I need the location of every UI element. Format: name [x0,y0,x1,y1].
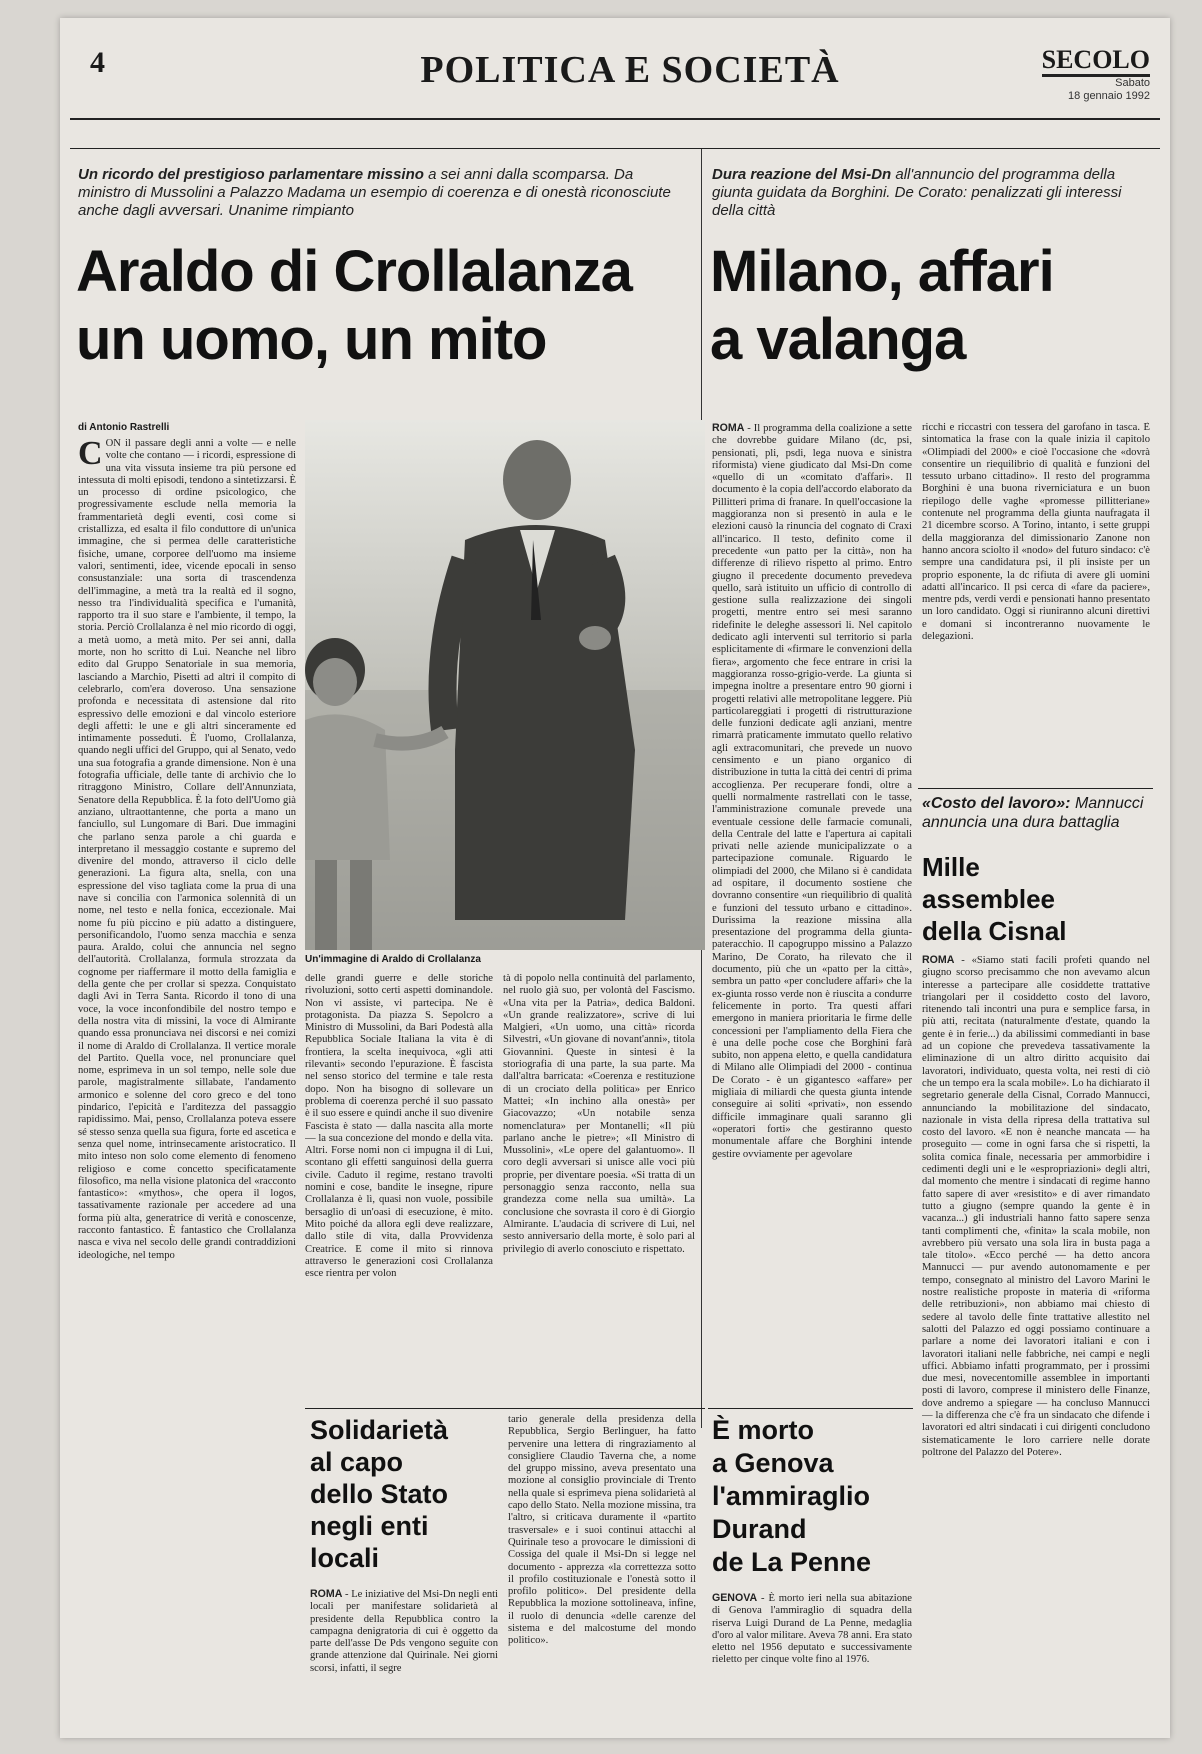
article1-headline-line2: un uomo, un mito [76,307,547,372]
article4-headline-line4: negli enti [310,1511,429,1541]
article4-top-rule [305,1408,705,1409]
article1-kicker: Un ricordo del prestigioso parlamentare missino a sei anni dalla scomparsa. Da ministro di Mussolini a Palazzo Madama un esempio di coerenza e di onestà riconosciute anche dagli avversari. Unanime rimpianto [78,166,671,219]
article3-headline-line3: della Cisnal [922,916,1067,946]
article5-headline-line3: l'ammiraglio [712,1481,870,1511]
article4-headline-line2: al capo [310,1447,404,1477]
article2-col2: ricchi e riccastri con tessera del garofano in tasca. È sintomatica la frase con la quale inizia il capitolo «Olimpiadi del 2000» e cioè l'occasione che «dovrà consentire un riequilibrio di qualità e funzioni del tessuto urbano cittadino». Il resto del programma Borghini è una buona riverniciatura e un buon riepilogo delle vaghe «promesse pillitteriane» contenute nel programma della giunta naufragata il 21 dicembre scorso. A Torino, intanto, i sette gruppi della maggioranza del dimissionario Zanone non hanno ancora sciolto il «nodo» del futuro sindaco: c'è sempre una candidatura psi, il pli insiste per un proprio esponente, la dc rifiuta di avere gli uomini adatti all'incarico. Il psi cerca di «fare da paciere», mentre pds, verdi verdi e pensionati hanno presentato un loro candidato. Oggi si riuniranno alcuni direttivi e domani si incontreranno nuovamente le delegazioni. [922,422,1150,643]
article1-dropcap: C [78,438,103,472]
article5-body: GENOVA - È morto ieri nella sua abitazione di Genova l'ammiraglio di squadra della riserva Luigi Durand de La Penne, medaglia d'oro al valor militare. Aveva 78 anni. Era stato eletto nel 1956 deputato e successivamente rieletto per cinque volte fino al 1976. [712,1592,912,1666]
article4-headline [310,1414,500,1574]
article1-headline-line1: Araldo di Crollalanza [76,239,632,304]
masthead-rule [70,118,1160,120]
article3-body: ROMA - «Siamo stati facili profeti quando nel giugno scorso precisammo che non avevamo alcun interesse a partecipare alle cosiddette trattative triangolari per il cosiddetto costo del lavoro, ritenendo tali incontri una pura e semplice farsa, in più atti, recitata (naturalmente d'estate, quando la gente è in ferie...) da abilissimi commedianti in base ad un copione che prevedeva tassativamente la eliminazione di un altro diritto acquisito dai lavoratori, individuato, questa volta, nei resti di ciò che un tempo era la scala mobile». Lo ha dichiarato il segretario generale della Cisnal, Corrado Mannucci, annunciando la mobilitazione del sindacato, nazionale in vista della ripresa della trattativa sul costo del lavoro. «E non è neanche mancata — ha proseguito — come in ogni farsa che si rispetti, la solita comica finale, necessaria per ammorbidire i cedimenti degli uni e le «espropriazioni» degli altri, dal momento che mentre i sindacati di regime hanno fatto sapere di aver «resistito» e di aver rimandato tutto a giugno (sempre quando la gente è in vacanza...) gli industriali hanno fatto sapere senza tanti complimenti che, «finita» la scala mobile, non avrebbero più versato una sola lira in busta paga a tale titolo». «Ecco perché — ha detto ancora Mannucci — pur avendo autonomamente e per tempo, consegnato al ministro del Lavoro Marini le nostre realistiche proposte in materia di «riforma delle retribuzioni», non abbiamo mai chiesto di sedere al tavolo delle finte trattative allestito nel salotti del Palazzo ed oggi possiamo continuare a parlare a nome dei lavoratori italiani e con i lavoratori italiani nelle fabbriche, nei campi e negli uffici. Abbiamo infatti programmato, per i prossimi due mesi, novecentomille assemblee in importanti posti di lavoro, comprese il ministero delle Finanze, dove andremo a spiegare — ha concluso Mannucci — la differenza che c'è fra un sindacato che difende i lavoratori ed altri sindacati i cui dirigenti concludono sistematicamente le loro carriere nelle dorate poltrone del Palazzo del Potere». [922,954,1150,1458]
article5-top-rule [708,1408,913,1409]
article4-headline-line1: Solidarietà [310,1415,449,1445]
issue-date: 18 gennaio 1992 [1068,90,1150,102]
crollalanza-photo-illustration [305,420,705,950]
article5-headline-line4: Durand [712,1514,807,1544]
article2-col1: ROMA - Il programma della coalizione a sette che dovrebbe guidare Milano (dc, psi, pensionati, pli, psdi, lega nuova e sinistra riformista) viene giudicato dal Msi-Dn come «quello di un «comitato d'affari». Il documento è la copia dell'accordo elaborato da Pillitteri prima di franare. In quell'occasione la maggioranza non si presentò in aula e le elezioni causò la rinuncia del cognato di Craxi all'incarico. Il testo, definito come il precedente «un patto per la città», non ha differenze di rilievo rispetto al primo. Entro giugno il precedente documento prevedeva quello, sarà istituito un ufficio di controllo di gestione sulla realizzazione dei singoli progetti, mentre entro sei mesi saranno ridefinite le deleghe assessori li. Nel capitolo dedicato agli interventi sul territorio si parla esplicitamente di «firmare le convenzioni della fiera», argomento che fece entrare in crisi la maggioranza rosso-grigio-verde. La giunta si impegna inoltre a presentare entro 90 giorni i progetti relativi alle metropolitane leggere. Più particolareggiati i progetti di ristrutturazione delle funzioni dedicate agli anziani, mentre rimarrà praticamente immutato quello relativo agli extracomunitari, che prevede un nuovo censimento e un piano organico di distribuzione in tutta la città dei centri di prima accoglienza. Per recuperare fondi, oltre a quelli normalmente rastrellati con le tasse, l'amministrazione comunale prevede una eventuale cessione delle farmacie comunali, della Centrale del latte e l'apertura ai capitali privati nelle aziende municipalizzate o a partecipazione comunale. Riguardo le olimpiadi del 2000, che Milano si è candidata ad ospitare, il documento sostiene che dovranno consentire «un riequilibrio di qualità e funzioni del tessuto urbano e cittadino». Durissima la reazione missina alla presentazione del programma della giunta-pateracchio. Il capogruppo missino a Palazzo Marino, De Corato, ha rilevato che il documento, più che un «patto per la città», sembra un patto «per concludere affari» che la ex-giunta rosso verde non è riuscita a condurre felicemente in porto. Tra questi affari emergono in maniera prioritaria le firme delle concessioni per l'ampliamento della Fiera che è una delle poche cose che Borghini farà subito, non appena eletto, e quella candidatura di Milano alle Olimpiadi del 2000 - continua De Corato - è un gigantesco «affare» per migliaia di miliardi che questa giunta intende conseguire ai soliti «privati», non essendo difficile immaginare quali saranno gli «operatori forti» che gestiranno questo monumentale affare che Borghini intende gestire ovviamente per agevolare [712,422,912,1160]
article5-headline [712,1414,912,1579]
article2-kicker: Dura reazione del Msi-Dn all'annuncio del programma della giunta guidata da Borghini. De Corato: penalizzati gli interessi della città [712,166,1122,219]
page-number: 4 [90,46,105,79]
brand-name: SECOLO [1042,46,1150,77]
article5-dateline: GENOVA [712,1592,758,1604]
article5-headline-line2: a Genova [712,1448,834,1478]
article3-headline-line2: assemblee [922,884,1055,914]
article4-col1: ROMA - Le iniziative del Msi-Dn negli enti locali per manifestare solidarietà al presidente della Repubblica contro la campagna denigratoria di cui è oggetto da parte dell'asse De Pds vengono seguite con grande attenzione dal Quirinale. Nei giorni scorsi, infatti, il segre [310,1588,498,1674]
article1-byline: di Antonio Rastrelli [78,422,170,433]
article1-col2: delle grandi guerre e delle storiche rivoluzioni, sotto certi aspetti dominandole. Non vi assiste, vi partecipa. Ne è protagonista. Da piazza S. Sepolcro a Ministro di Mussolini, da Bari Podestà alla Repubblica Sociale Italiana la vita è di frontiera, la scelta inequivoca, «gli atti rilevanti» secondo l'epurazione. È fascista nel senso storico del termine e tale resta dopo. Non ha bisogno di sollevare un problema di coerenza perché il suo passato è il suo essere e quindi anche il suo divenire Fascista è stato — dalla nascita alla morte — la sua concezione del mondo e della vita. Altri. Forse nomi non ci impugna il di Lui, scontano gli effetti sanguinosi della guerra civile. Caduto il regime, restano travolti nomini e cose, bandite le insegne, ripure Crollalanza è lì, quasi non vuole, possibile bersaglio di un'oasi di esecuzione, è mito. Mito poiché da allora egli deve realizzare, dallo stile di vita, dalla Provvidenza Creatrice. E come il mito si rinnova attraverso le generazioni così Crollalanza esce rientra per volon [305,973,493,1280]
issue-day: Sabato [1115,77,1150,89]
article2-headline-line2: a valanga [710,307,966,372]
article3-dateline: ROMA [922,954,955,966]
article1-photo [305,420,705,950]
article1-col1: CON il passare degli anni a volte — e nelle volte che contano — i ricordi, espressione di una vita vissuta insieme tra più persone ed intessuta di molti episodi, tendono a sintetizzarsi. È un processo di ordine psicologico, che progressivamente esclude nella memoria la frammentarietà degli eventi, così come si cristallizza, ed esalta il filo conduttore di un'unica immagine, che si permea delle caratteristiche fisiche, umane, corporee dell'uomo ma insieme valori, sentimenti, idee, vicende epocali in senso consustanziale: una sorta di trascendenza dell'immagine, a metà tra la realtà ed il sogno, nesso tra l'individualità specifica e l'umanità, rapporto tra il suo stare e l'ambiente, il tempo, la storia. Perciò Crollalanza è nel mio ricordo di oggi, a metà uomo, a metà mito. Per sei anni, dalla morte, non ho scritto di Lui. Neanche nel libro edito dal Gruppo Senatoriale in sua memoria, lasciando a Marchio, Pisetti ad altri il compito di celebrarlo, com'era doveroso. Una sensazione profonda e necessitata di astensione dal rito espressivo delle emozioni e dal vincolo esteriore degli affetti: le une e gli altri sinceramente ed intimamente posseduti. È l'uomo, Crollalanza, quando negli uffici del Gruppo, qui al Senato, vedo una sua fotografia a grande dimensione. Non è una fotografia ufficiale, delle tante di archivio che lo ritraggono Ministro, Collare dell'Annunziata, Senatore della Repubblica. È la foto dell'Uomo già anziano, ultraottantenne, che porta a mano un fanciullo, sul Lungomare di Bari. Due immagini che parlano senza parole a chi guarda e interpretano il messaggio costante e supremo del divenire del mondo, attraverso il ciclo delle generazioni. La figura alta, snella, con una espressione del viso tagliata come la prua di una nave si concilia con l'armonica solennità di un nome, nel testo e nella fonica, eccezionale. Mai nome fu più piccino e più adatto a distinguere, personificandolo, l'uomo senza macchia e senza paura. Araldo, colui che annuncia nel segno dell'autorità. Crollalanza, formula strozzata da cognome per riaffermare il motto della famiglia e della gente che per crollar si spezza. Conquistato dagli Avi in Terra Santa. Ricordo il tono di una voce, la voce inconfondibile del nostro tempo e della nostra vita di missini, la voce di Almirante quando essa pronunciava nei discorsi e nei comizi il nome di Araldo di Crollalanza. Il vertice morale del Partito. Quella voce, nel pronunciare quel nome, esprimeva in un sol tempo, nelle sole due parole, magistralmente sillabate, l'andamento armonico e solenne del coro greco e del tono pindarico, l'epicità e l'arditezza del passaggio rapidissimo. Mai, penso, Crollalanza poteva essere sé stesso senza quella sua figura, forte ed ascetica e senza quel nome, intrinsecamente aristocratico. Il mito inteso non solo come elemento di fenomeno religioso e come concetto specificatamente filosofico, ma nella visione platonica del «racconto fantastico»: «mythos», che opera il logos, tassativamente razionale per accedere ad una forma più alta, generatrice di verità e conoscenze, racconto fantastico. È fantastico che Crollalanza nasca e viva nel secolo delle grandi contraddizioni ideologiche, nel tempo [78,438,296,1261]
article5-headline-line5: de La Penne [712,1547,872,1577]
article5-headline-line1: È morto [712,1415,815,1445]
article4-headline-line5: locali [310,1543,380,1573]
newspaper-page [60,18,1170,1738]
article4-col2: tario generale della presidenza della Repubblica, Sergio Berlinguer, ha fatto pervenire una lettera di ringraziamento al consigliere Claudio Taverna che, a nome del gruppo missino, aveva presentato una mozione al consiglio provinciale di Trento nella quale si esprimeva piena solidarietà al capo dello Stato. Nella mozione missina, tra l'altro, si criticava duramente il «partito trasversale» e i suoi continui attacchi al Quirinale teso a provocare le dimissioni di Cossiga del quale il Msi-Dn si legge nel documento - apprezza «la correttezza sotto il profilo costituzionale e l'onestà sotto il profilo politico». Del presidente della Repubblica la mozione sottolineava, infine, il ruolo di denuncia «delle carenze del sistema e del malcostume del mondo politico». [508,1414,696,1647]
article2-dateline: ROMA [712,422,745,434]
article3-headline-line1: Mille [922,852,980,882]
article1-col3: tà di popolo nella continuità del parlamento, nel ruolo già suo, per volontà del Fascismo. «Una vita per la Patria», dedica Baldoni. «Un grande realizzatore», scrive di lui Malgieri, «Un uomo, una città» ricorda Silvestri, «Un giovane di novant'anni», titola Giovannini. Queste in sintesi è la storiografia di una parte, la sua parte. Ma dall'altra barricata: «Coerenza e restituzione di un crociato della politica» per Enrico Mattei; «In inchino alla onestà» per Giacovazzo; «Un notabile senza nomenclatura» per Montanelli; «Il più parlano anche le pietre»; «Il Ministro di Mussolini», «Le opere del galantuomo». Il coro degli avversari si unisce alle voci più proprie, per diventare poesia. «Si tratta di un personaggio senza racconto, nella sua grandezza come nella sua umiltà». La conclusione che sovrasta il coro è di Giorgio Almirante. L'audacia di scrivere di Lui, nel sesto anniversario della morte, è solo pari al privilegio di averlo conosciuto e rispettato. [503,973,695,1255]
masthead [90,38,1150,116]
article2-headline-line1: Milano, affari [710,239,1054,304]
photo-caption: Un'immagine di Araldo di Crollalanza [305,954,481,965]
article3-kicker: «Costo del lavoro»: Mannucci annuncia una dura battaglia [922,795,1144,831]
article3-top-rule [918,788,1153,789]
article4-dateline: ROMA [310,1588,343,1600]
top-box-rule [70,148,1160,149]
section-title: POLITICA E SOCIETÀ [420,49,840,91]
newspaper-logo [1042,46,1150,103]
article4-headline-line3: dello Stato [310,1479,449,1509]
